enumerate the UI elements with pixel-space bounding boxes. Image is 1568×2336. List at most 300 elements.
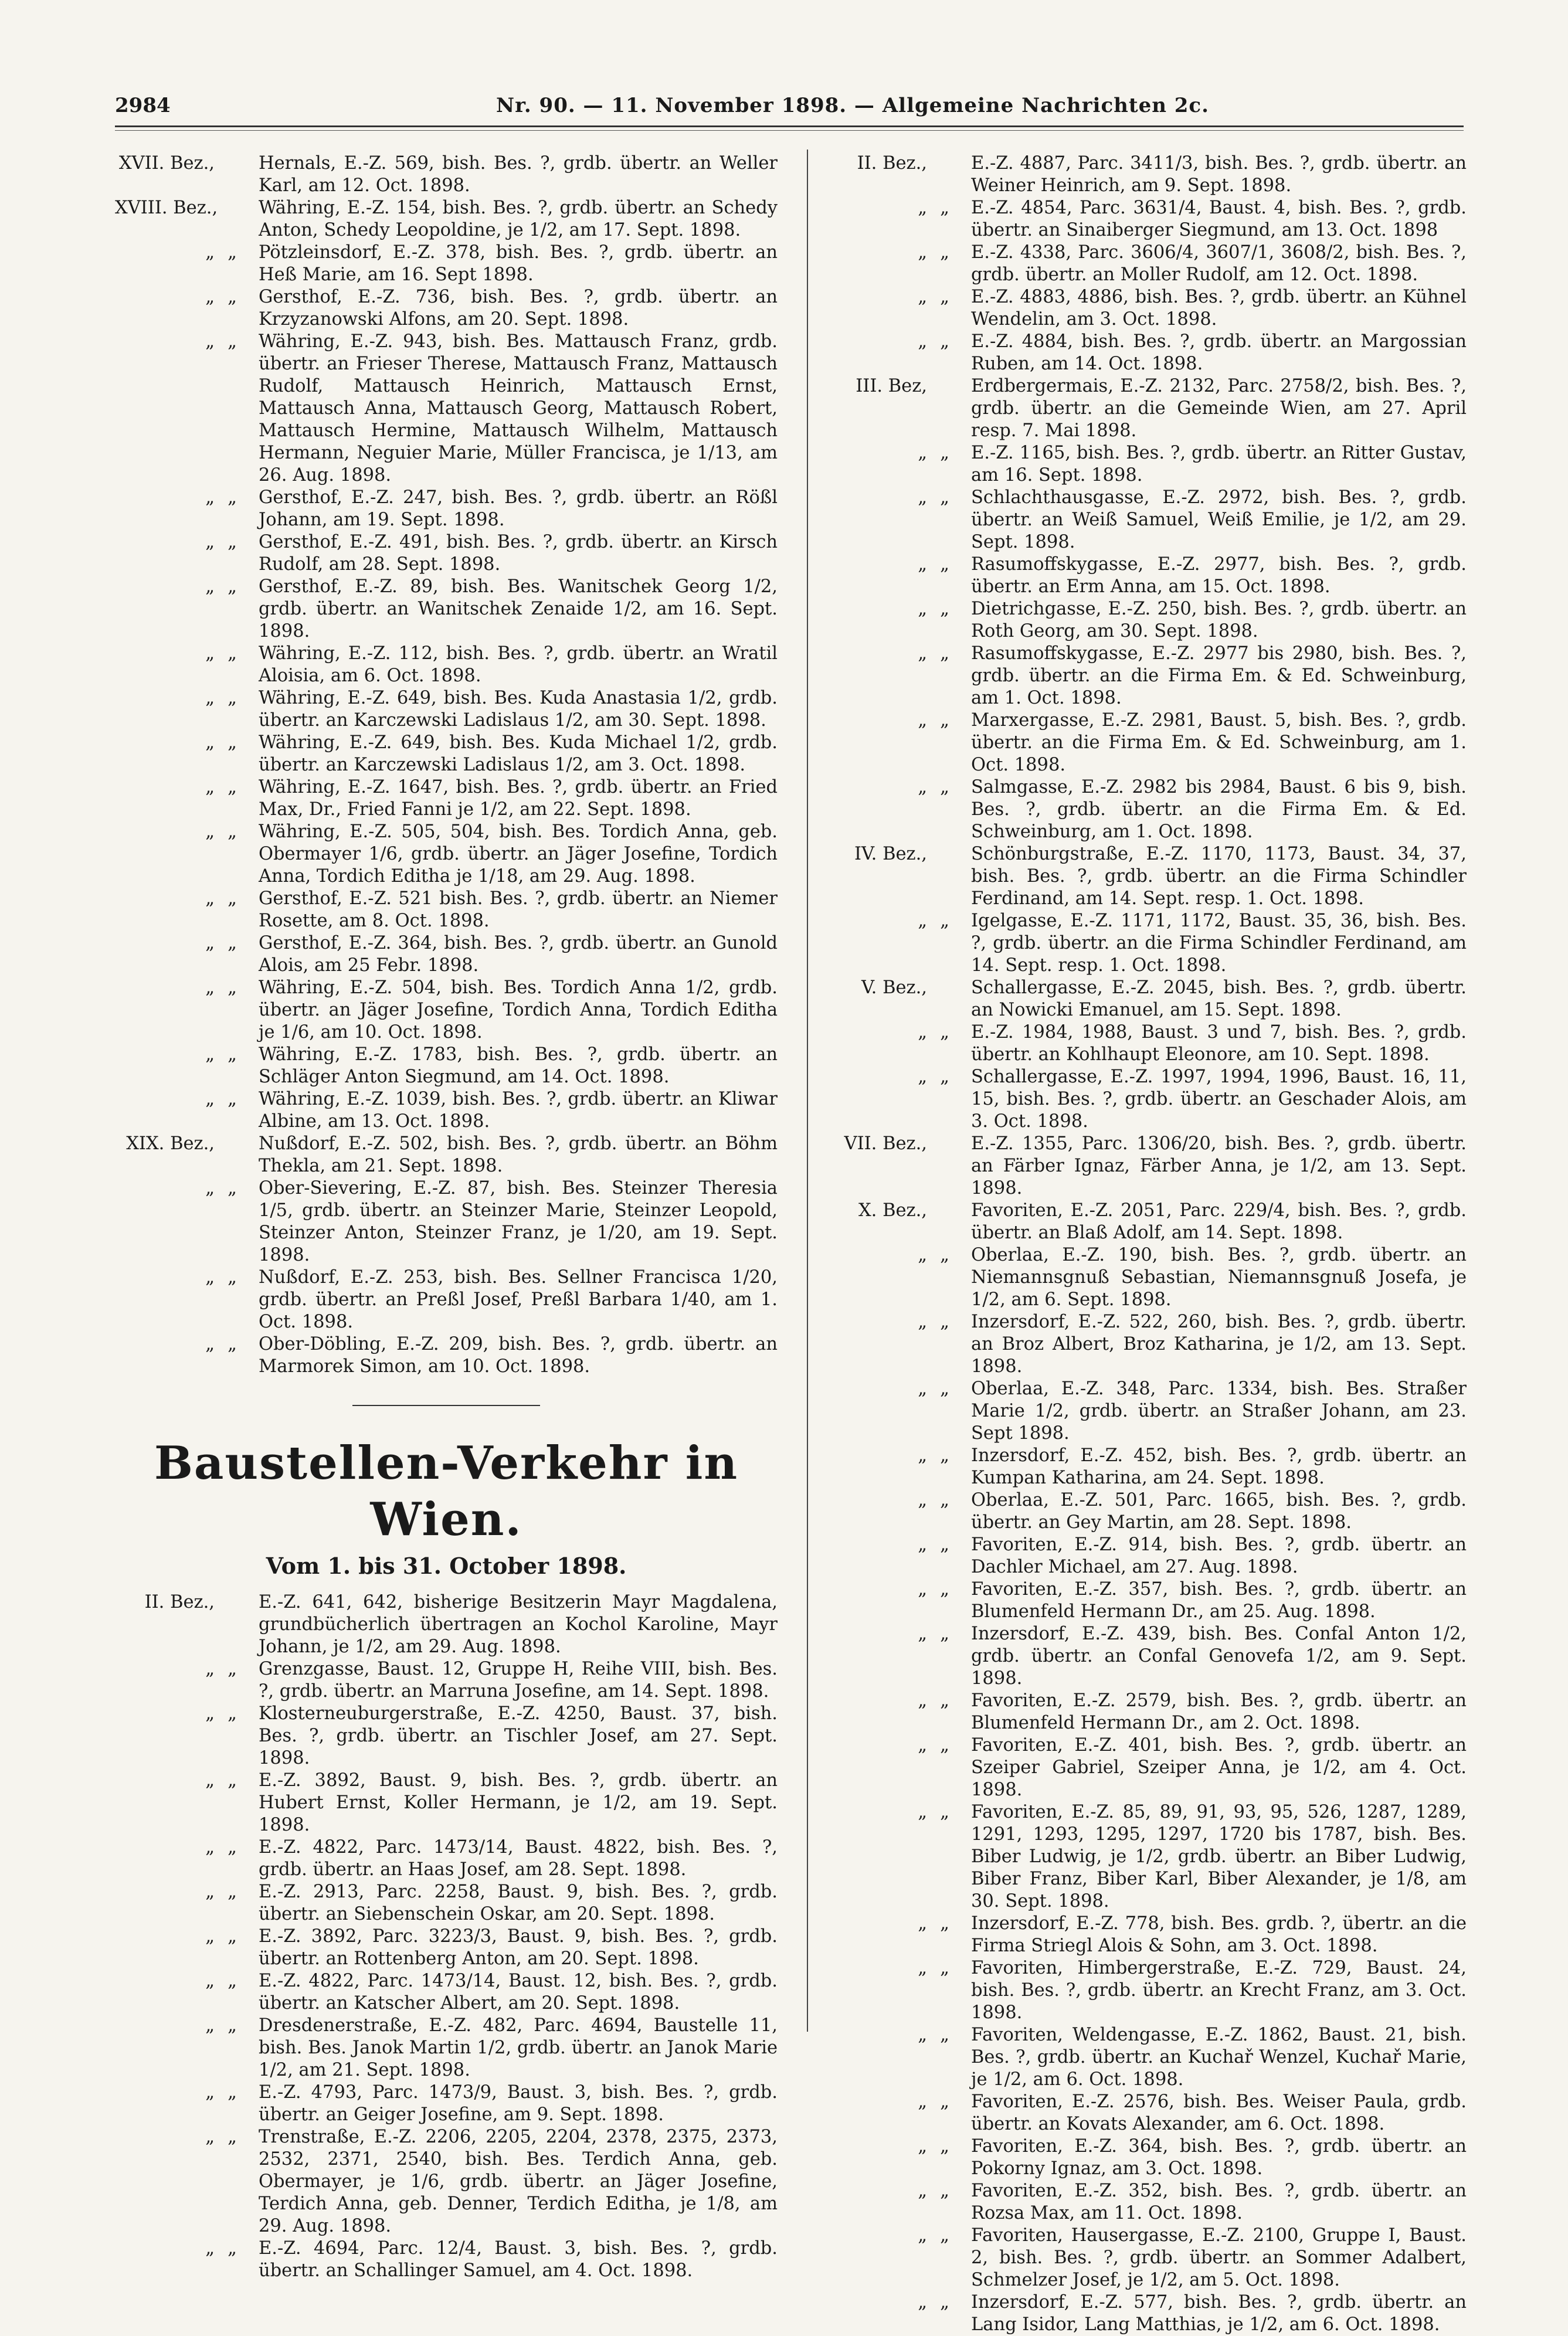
district-label: XVIII. Bez., — [115, 198, 218, 218]
entry-text: Währing, E.-Z. 943, bish. Bes. Mattausch Franz, grdb. übertr. an Frieser Therese, Mattausch Franz, Mattausch Rudolf, Mattausch Heinrich, Mattausch Ernst, Mattausch Anna, Mattausch Georg, Mattausch Robert, Mattausch Hermine, Mattausch Wilhelm, Mattausch Hermann, Neguier Marie, Müller Francisca, je 1/13, am 26. Aug. 1898. — [259, 331, 778, 485]
register-entry — [827, 598, 1467, 643]
entry-text: Schallergasse, E.-Z. 2045, bish. Bes. ?, grdb. übertr. an Nowicki Emanuel, am 15. Sept. 1898. — [971, 977, 1467, 1020]
entry-district — [115, 152, 259, 197]
entry-district — [827, 2291, 971, 2336]
section-title: Baustellen-Verkehr in Wien. — [154, 1437, 739, 1546]
entry-text: Gersthof, E.-Z. 521 bish. Bes. ?, grdb. übertr. an Niemer Rosette, am 8. Oct. 1898. — [259, 888, 778, 931]
entry-text: Dietrichgasse, E.-Z. 250, bish. Bes. ?, grdb. übertr. an Roth Georg, am 30. Sept. 1898. — [971, 599, 1467, 641]
entry-district — [827, 776, 971, 843]
running-title: Nr. 90. — 11. November 1898. — Allgemeine Nachrichten 2c. — [496, 94, 1209, 117]
district-label: „ — [205, 1089, 215, 1109]
repeat-mark: „ — [940, 242, 949, 263]
district-label: „ — [918, 643, 927, 664]
district-label: „ — [918, 1735, 927, 1756]
entry-district — [115, 576, 259, 643]
repeat-mark: „ — [228, 1044, 237, 1065]
entry-text: Nußdorf, E.-Z. 253, bish. Bes. Sellner Francisca 1/20, grdb. übertr. an Preßl Josef, Preßl Barbara 1/40, am 1. Oct. 1898. — [259, 1267, 778, 1332]
register-entry — [115, 1591, 778, 1658]
entry-text: Favoriten, E.-Z. 401, bish. Bes. ?, grdb. übertr. an Szeiper Gabriel, Szeiper Anna, je 1/2, am 4. Oct. 1898. — [971, 1735, 1467, 1800]
entry-text: E.-Z. 4822, Parc. 1473/14, Baust. 4822, bish. Bes. ?, grdb. übertr. an Haas Josef, am 28. Sept. 1898. — [259, 1837, 778, 1880]
entry-district — [115, 1133, 259, 1177]
district-label: „ — [205, 1044, 215, 1065]
repeat-mark: „ — [228, 933, 237, 953]
district-label: „ — [918, 2091, 927, 2112]
district-label: „ — [918, 287, 927, 307]
entry-text: Dresdenerstraße, E.-Z. 482, Parc. 4694, Baustelle 11, bish. Bes. Janok Martin 1/2, grdb. übertr. an Janok Marie 1/2, am 21. Sept. 1898. — [259, 2015, 778, 2080]
district-label: „ — [205, 732, 215, 753]
register-entry — [115, 1044, 778, 1088]
entry-district — [827, 375, 971, 442]
repeat-mark: „ — [940, 1490, 949, 1510]
entry-text: Pötzleinsdorf, E.-Z. 378, bish. Bes. ?, grdb. übertr. an Heß Marie, am 16. Sept 1898. — [259, 242, 778, 285]
entry-text: E.-Z. 4883, 4886, bish. Bes. ?, grdb. übertr. an Kühnel Wendelin, am 3. Oct. 1898. — [971, 287, 1467, 330]
entry-text: Inzersdorf, E.-Z. 439, bish. Bes. Confal Anton 1/2, grdb. übertr. an Confal Genovefa 1/2, am 9. Sept. 1898. — [971, 1624, 1467, 1689]
district-label: „ — [918, 1579, 927, 1600]
register-entry — [115, 2015, 778, 2082]
newspaper-page — [115, 76, 1467, 2335]
header-rule — [115, 125, 1464, 127]
register-entry — [115, 776, 778, 821]
repeat-mark: „ — [228, 643, 237, 664]
entry-district — [115, 732, 259, 776]
district-label: „ — [918, 242, 927, 263]
entry-text: Favoriten, Weldengasse, E.-Z. 1862, Baust. 21, bish. Bes. ?, grdb. übertr. an Kuchař Wenzel, Kuchař Marie, je 1/2, am 6. Oct. 1898. — [971, 2025, 1467, 2090]
entry-district — [827, 1957, 971, 2024]
entry-text: Igelgasse, E.-Z. 1171, 1172, Baust. 35, 36, bish. Bes. ?, grdb. übertr. an die Firma Schindler Ferdinand, am 14. Sept. resp. 1. Oct. 1898. — [971, 911, 1467, 976]
district-label: „ — [205, 2127, 215, 2147]
entry-district — [827, 1913, 971, 1957]
entry-district — [827, 2024, 971, 2091]
entry-text: Erdbergermais, E.-Z. 2132, Parc. 2758/2, bish. Bes. ?, grdb. übertr. an die Gemeinde Wien, am 27. April resp. 7. Mai 1898. — [971, 376, 1467, 441]
entry-text: Oberlaa, E.-Z. 190, bish. Bes. ?, grdb. übertr. an Niemannsgnuß Sebastian, Niemannsgnuß Josefa, je 1/2, am 6. Sept. 1898. — [971, 1245, 1467, 1310]
entry-district — [115, 1926, 259, 1970]
entry-district — [827, 197, 971, 242]
entry-district — [827, 331, 971, 375]
register-entry — [115, 1770, 778, 1836]
entry-district — [827, 1378, 971, 1445]
repeat-mark: „ — [940, 2292, 949, 2313]
entry-text: Schallergasse, E.-Z. 1997, 1994, 1996, Baust. 16, 11, 15, bish. Bes. ?, grdb. übertr. an Geschader Alois, am 3. Oct. 1898. — [971, 1067, 1467, 1132]
district-label: „ — [205, 2015, 215, 2036]
repeat-mark: „ — [940, 643, 949, 664]
register-entry — [827, 1578, 1467, 1623]
district-label: „ — [918, 1022, 927, 1043]
register-entry — [115, 286, 778, 331]
entry-text: Favoriten, E.-Z. 85, 89, 91, 93, 95, 526, 1287, 1289, 1291, 1293, 1295, 1297, 1720 bis 1787, bish. Bes. Biber Ludwig, je 1/2, grdb. übertr. an Biber Ludwig, Biber Franz, Biber Karl, Biber Alexander, je 1/8, am 30. Sept. 1898. — [971, 1802, 1467, 1911]
entry-district — [115, 888, 259, 932]
register-entry — [115, 977, 778, 1044]
register-entry — [827, 1066, 1467, 1133]
district-label: „ — [918, 443, 927, 463]
repeat-mark: „ — [940, 1067, 949, 1087]
repeat-mark: „ — [228, 2127, 237, 2147]
repeat-mark: „ — [940, 2025, 949, 2045]
entry-district — [115, 1881, 259, 1926]
entry-district — [827, 1244, 971, 1311]
repeat-mark: „ — [228, 1837, 237, 1858]
repeat-mark: „ — [228, 821, 237, 842]
entry-district — [827, 2180, 971, 2225]
repeat-mark: „ — [228, 977, 237, 998]
entry-text: Währing, E.-Z. 1647, bish. Bes. ?, grdb. übertr. an Fried Max, Dr., Fried Fanni je 1/2, am 22. Sept. 1898. — [259, 777, 778, 820]
entry-text: E.-Z. 4338, Parc. 3606/4, 3607/1, 3608/2, bish. Bes. ?, grdb. übertr. an Moller Rudolf, am 12. Oct. 1898. — [971, 242, 1467, 285]
register-entry — [115, 732, 778, 776]
repeat-mark: „ — [228, 1882, 237, 1902]
entry-text: E.-Z. 4793, Parc. 1473/9, Baust. 3, bish. Bes. ?, grdb. übertr. an Geiger Josefine, am 9. Sept. 1898. — [259, 2082, 778, 2125]
entry-text: Favoriten, E.-Z. 364, bish. Bes. ?, grdb. übertr. an Pokorny Ignaz, am 3. Oct. 1898. — [971, 2136, 1467, 2179]
repeat-mark: „ — [228, 1089, 237, 1109]
entry-text: Grenzgasse, Baust. 12, Gruppe H, Reihe VIII, bish. Bes. ?, grdb. übertr. an Marruna Josefine, am 14. Sept. 1898. — [259, 1659, 778, 1702]
register-entry — [827, 1378, 1467, 1445]
district-label: „ — [205, 1837, 215, 1858]
entry-text: Ober-Döbling, E.-Z. 209, bish. Bes. ?, grdb. übertr. an Marmorek Simon, am 10. Oct. 1898. — [259, 1334, 778, 1377]
repeat-mark: „ — [228, 1703, 237, 1724]
entry-text: E.-Z. 1984, 1988, Baust. 3 und 7, bish. Bes. ?, grdb. übertr. an Kohlhaupt Eleonore, am 10. Sept. 1898. — [971, 1022, 1467, 1065]
repeat-mark: „ — [228, 331, 237, 352]
entry-district — [115, 1703, 259, 1770]
entry-district — [115, 1658, 259, 1703]
repeat-mark: „ — [940, 1958, 949, 1978]
district-label: II. Bez., — [144, 1592, 215, 1612]
entry-district — [115, 286, 259, 331]
entry-district — [827, 598, 971, 643]
entry-text: Hernals, E.-Z. 569, bish. Bes. ?, grdb. übertr. an Weller Karl, am 12. Oct. 1898. — [259, 153, 778, 196]
entry-text: Oberlaa, E.-Z. 348, Parc. 1334, bish. Bes. Straßer Marie 1/2, grdb. übertr. an Straßer Johann, am 23. Sept 1898. — [971, 1378, 1467, 1444]
entry-district — [827, 152, 971, 197]
entry-text: E.-Z. 1165, bish. Bes. ?, grdb. übertr. an Ritter Gustav, am 16. Sept. 1898. — [971, 443, 1467, 485]
register-entry — [115, 1177, 778, 1267]
register-entry — [827, 843, 1467, 910]
repeat-mark: „ — [228, 532, 237, 552]
entry-district — [827, 1690, 971, 1734]
entry-district — [115, 977, 259, 1044]
entry-text: E.-Z. 2913, Parc. 2258, Baust. 9, bish. Bes. ?, grdb. übertr. an Siebenschein Oskar, am 20. Sept. 1898. — [259, 1882, 778, 1924]
register-entry — [827, 1311, 1467, 1378]
entry-text: Währing, E.-Z. 505, 504, bish. Bes. Tordich Anna, geb. Obermayer 1/6, grdb. übertr. an Jäger Josefine, Tordich Anna, Tordich Editha je 1/18, am 29. Aug. 1898. — [259, 821, 778, 887]
entry-district — [827, 1311, 971, 1378]
entry-text: Währing, E.-Z. 1039, bish. Bes. ?, grdb. übertr. an Kliwar Albine, am 13. Oct. 1898. — [259, 1089, 778, 1132]
register-entry — [115, 576, 778, 643]
register-entry — [115, 1926, 778, 1970]
register-entry — [827, 1489, 1467, 1534]
entry-text: Ober-Sievering, E.-Z. 87, bish. Bes. Steinzer Theresia 1/5, grdb. übertr. an Steinzer Marie, Steinzer Leopold, Steinzer Anton, Steinzer Franz, je 1/20, am 19. Sept. 1898. — [259, 1178, 778, 1265]
register-entry — [827, 1957, 1467, 2024]
register-entry — [827, 2091, 1467, 2135]
register-entry — [827, 375, 1467, 442]
entry-district — [115, 1970, 259, 2015]
district-label: „ — [205, 1926, 215, 1947]
entry-district — [115, 1770, 259, 1836]
entry-district — [827, 1066, 971, 1133]
repeat-mark: „ — [940, 1579, 949, 1600]
repeat-mark: „ — [940, 1802, 949, 1822]
section-entry-list — [115, 1591, 778, 2282]
entry-text: Inzersdorf, E.-Z. 452, bish. Bes. ?, grdb. übertr. an Kumpan Katharina, am 24. Sept. 1898. — [971, 1445, 1467, 1488]
right-entry-list — [827, 152, 1467, 2336]
entry-text: Inzersdorf, E.-Z. 778, bish. Bes. grdb. ?, übertr. an die Firma Striegl Alois & Sohn, am 3. Oct. 1898. — [971, 1913, 1467, 1956]
section-separator — [352, 1405, 540, 1406]
entry-text: Nußdorf, E.-Z. 502, bish. Bes. ?, grdb. übertr. an Böhm Thekla, am 21. Sept. 1898. — [259, 1133, 778, 1176]
repeat-mark: „ — [228, 1926, 237, 1947]
entry-text: Währing, E.-Z. 1783, bish. Bes. ?, grdb. übertr. an Schläger Anton Siegmund, am 14. Oct. 1898. — [259, 1044, 778, 1087]
repeat-mark: „ — [940, 331, 949, 352]
entry-district — [827, 554, 971, 598]
repeat-mark: „ — [940, 1022, 949, 1043]
entry-district — [115, 687, 259, 732]
entry-text: Salmgasse, E.-Z. 2982 bis 2984, Baust. 6 bis 9, bish. Bes. ?, grdb. übertr. an die Firma Em. & Ed. Schweinburg, am 1. Oct. 1898. — [971, 777, 1467, 842]
district-label: „ — [918, 2292, 927, 2313]
district-label: X. Bez., — [858, 1200, 927, 1221]
district-label: „ — [918, 2181, 927, 2201]
entry-district — [827, 2091, 971, 2135]
entry-text: Währing, E.-Z. 504, bish. Bes. Tordich Anna 1/2, grdb. übertr. an Jäger Josefine, Tordich Anna, Tordich Editha je 1/6, am 10. Oct. 1898. — [259, 977, 778, 1043]
entry-text: E.-Z. 4854, Parc. 3631/4, Baust. 4, bish. Bes. ?, grdb. übertr. an Sinaiberger Siegmund, am 13. Oct. 1898 — [971, 198, 1467, 240]
register-entry — [115, 331, 778, 487]
repeat-mark: „ — [940, 1690, 949, 1711]
register-entry — [115, 2082, 778, 2126]
entry-district — [115, 1044, 259, 1088]
entry-text: Gersthof, E.-Z. 491, bish. Bes. ?, grdb. übertr. an Kirsch Rudolf, am 28. Sept. 1898. — [259, 532, 778, 575]
district-label: IV. Bez., — [854, 844, 927, 864]
district-label: „ — [205, 1267, 215, 1288]
repeat-mark: „ — [228, 1659, 237, 1679]
register-entry — [827, 1534, 1467, 1578]
register-entry — [827, 643, 1467, 709]
entry-text: Währing, E.-Z. 154, bish. Bes. ?, grdb. übertr. an Schedy Anton, Schedy Leopoldine, je 1/2, am 17. Sept. 1898. — [259, 198, 778, 240]
repeat-mark: „ — [940, 1624, 949, 1644]
repeat-mark: „ — [228, 242, 237, 263]
entry-text: E.-Z. 4887, Parc. 3411/3, bish. Bes. ?, grdb. übertr. an Weiner Heinrich, am 9. Sept. 1898. — [971, 153, 1467, 196]
district-label: „ — [918, 911, 927, 931]
district-label: „ — [918, 1490, 927, 1510]
register-entry — [115, 487, 778, 531]
district-label: „ — [918, 1245, 927, 1265]
district-label: „ — [918, 1445, 927, 1466]
header-rule-thin — [115, 130, 1464, 131]
entry-district — [827, 286, 971, 331]
entry-district — [115, 1267, 259, 1333]
entry-district — [827, 910, 971, 977]
entry-district — [827, 643, 971, 709]
district-label: „ — [205, 576, 215, 597]
repeat-mark: „ — [228, 2082, 237, 2103]
entry-text: Favoriten, E.-Z. 352, bish. Bes. ?, grdb. übertr. an Rozsa Max, am 11. Oct. 1898. — [971, 2181, 1467, 2223]
district-label: „ — [918, 599, 927, 619]
entry-text: E.-Z. 1355, Parc. 1306/20, bish. Bes. ?, grdb. übertr. an Färber Ignaz, Färber Anna, je 1/2, am 13. Sept. 1898. — [971, 1133, 1467, 1198]
entry-district — [115, 1088, 259, 1133]
entry-text: Favoriten, Hausergasse, E.-Z. 2100, Gruppe I, Baust. 2, bish. Bes. ?, grdb. übertr. an Sommer Adalbert, Schmelzer Josef, je 1/2, am 5. Oct. 1898. — [971, 2225, 1467, 2290]
repeat-mark: „ — [940, 2181, 949, 2201]
entry-text: Gersthof, E.-Z. 247, bish. Bes. ?, grdb. übertr. an Rößl Johann, am 19. Sept. 1898. — [259, 487, 778, 530]
entry-district — [827, 1578, 971, 1623]
register-entry — [827, 1133, 1467, 1200]
entry-text: Marxergasse, E.-Z. 2981, Baust. 5, bish. Bes. ?, grdb. übertr. an die Firma Em. & Ed. Schweinburg, am 1. Oct. 1898. — [971, 710, 1467, 775]
register-entry — [115, 1088, 778, 1133]
entry-district — [115, 2126, 259, 2237]
right-column — [827, 152, 1467, 2336]
repeat-mark: „ — [228, 2015, 237, 2036]
register-entry — [115, 1267, 778, 1333]
entry-district — [827, 1734, 971, 1801]
entry-district — [827, 1133, 971, 1200]
district-label: V. Bez., — [861, 977, 927, 998]
register-entry — [827, 1801, 1467, 1913]
register-entry — [115, 1836, 778, 1881]
entry-district — [115, 932, 259, 977]
district-label: „ — [918, 1378, 927, 1399]
repeat-mark: „ — [940, 1245, 949, 1265]
entry-text: Schönburgstraße, E.-Z. 1170, 1173, Baust. 34, 37, bish. Bes. ?, grdb. übertr. an die Firma Schindler Ferdinand, am 14. Sept. resp. 1. Oct. 1898. — [971, 844, 1467, 909]
entry-text: E.-Z. 3892, Parc. 3223/3, Baust. 9, bish. Bes. ?, grdb. übertr. an Rottenberg Anton, am 20. Sept. 1898. — [259, 1926, 778, 1969]
repeat-mark: „ — [940, 2136, 949, 2157]
entry-text: Währing, E.-Z. 649, bish. Bes. Kuda Michael 1/2, grdb. übertr. an Karczewski Ladislaus 1/2, am 3. Oct. 1898. — [259, 732, 778, 775]
entry-text: Währing, E.-Z. 649, bish. Bes. Kuda Anastasia 1/2, grdb. übertr. an Karczewski Ladislaus 1/2, am 30. Sept. 1898. — [259, 688, 778, 731]
district-label: „ — [918, 1690, 927, 1711]
left-column — [115, 152, 778, 2282]
entry-text: E.-Z. 641, 642, bisherige Besitzerin Mayr Magdalena, grundbücherlich übertragen an Kochol Karoline, Mayr Johann, je 1/2, am 29. Aug. 1898. — [259, 1592, 778, 1657]
entry-text: Gersthof, E.-Z. 364, bish. Bes. ?, grdb. übertr. an Gunold Alois, am 25 Febr. 1898. — [259, 933, 778, 976]
repeat-mark: „ — [228, 1334, 237, 1354]
register-entry — [115, 242, 778, 286]
district-label: „ — [918, 1624, 927, 1644]
register-entry — [827, 1244, 1467, 1311]
district-label: „ — [205, 777, 215, 797]
register-entry — [115, 1881, 778, 1926]
entry-district — [827, 242, 971, 286]
register-entry — [115, 152, 778, 197]
entry-district — [827, 1445, 971, 1489]
entry-text: Favoriten, Himbergerstraße, E.-Z. 729, Baust. 24, bish. Bes. ?, grdb. übertr. an Krecht Franz, am 3. Oct. 1898. — [971, 1958, 1467, 2023]
entry-district — [115, 197, 259, 242]
district-label: „ — [918, 777, 927, 797]
entry-district — [827, 977, 971, 1021]
entry-text: Inzersdorf, E.-Z. 522, 260, bish. Bes. ?, grdb. übertr. an Broz Albert, Broz Katharina, je 1/2, am 13. Sept. 1898. — [971, 1312, 1467, 1377]
district-label: „ — [205, 1334, 215, 1354]
entry-text: Favoriten, E.-Z. 357, bish. Bes. ?, grdb. übertr. an Blumenfeld Hermann Dr., am 25. Aug. 1898. — [971, 1579, 1467, 1622]
entry-text: Favoriten, E.-Z. 914, bish. Bes. ?, grdb. übertr. an Dachler Michael, am 27. Aug. 1898. — [971, 1534, 1467, 1577]
repeat-mark: „ — [940, 487, 949, 508]
register-entry — [827, 1021, 1467, 1066]
repeat-mark: „ — [228, 1770, 237, 1791]
district-label: „ — [918, 331, 927, 352]
entry-text: Rasumoffskygasse, E.-Z. 2977 bis 2980, bish. Bes. ?, grdb. übertr. an die Firma Em. & Ed. Schweinburg, am 1. Oct. 1898. — [971, 643, 1467, 708]
entry-text: Klosterneuburgerstraße, E.-Z. 4250, Baust. 37, bish. Bes. ?, grdb. übertr. an Tischler Josef, am 27. Sept. 1898. — [259, 1703, 778, 1768]
entry-district — [115, 2015, 259, 2082]
register-entry — [827, 977, 1467, 1021]
register-entry — [827, 2225, 1467, 2291]
register-entry — [827, 776, 1467, 843]
repeat-mark: „ — [940, 2091, 949, 2112]
register-entry — [115, 643, 778, 687]
district-label: „ — [205, 643, 215, 664]
district-label: „ — [205, 242, 215, 263]
entry-text: Inzersdorf, E.-Z. 577, bish. Bes. ?, grdb. übertr. an Lang Isidor, Lang Matthias, je 1/2, am 6. Oct. 1898. — [971, 2292, 1467, 2335]
register-entry — [115, 2237, 778, 2282]
register-entry — [827, 286, 1467, 331]
entry-district — [827, 709, 971, 776]
district-label: „ — [918, 198, 927, 218]
entry-district — [827, 442, 971, 487]
register-entry — [115, 197, 778, 242]
entry-district — [115, 242, 259, 286]
register-entry — [115, 1333, 778, 1378]
register-entry — [115, 1703, 778, 1770]
repeat-mark: „ — [228, 688, 237, 708]
repeat-mark: „ — [940, 710, 949, 731]
page-number: 2984 — [115, 94, 171, 117]
entry-text: Trenstraße, E.-Z. 2206, 2205, 2204, 2378, 2375, 2373, 2532, 2371, 2540, bish. Bes. Terdich Anna, geb. Obermayer, je 1/6, grdb. übertr. an Jäger Josefine, Terdich Anna, geb. Denner, Terdich Editha, je 1/8, am 29. Aug. 1898. — [259, 2127, 778, 2236]
register-entry — [827, 2135, 1467, 2180]
entry-text: Favoriten, E.-Z. 2051, Parc. 229/4, bish. Bes. ?, grdb. übertr. an Blaß Adolf, am 14. Sept. 1898. — [971, 1200, 1467, 1243]
repeat-mark: „ — [228, 576, 237, 597]
entry-text: E.-Z. 4694, Parc. 12/4, Baust. 3, bish. Bes. ?, grdb. übertr. an Schallinger Samuel, am 4. Oct. 1898. — [259, 2238, 778, 2281]
repeat-mark: „ — [228, 888, 237, 909]
page-header — [115, 88, 1464, 129]
repeat-mark: „ — [228, 1178, 237, 1198]
district-label: „ — [205, 287, 215, 307]
entry-district — [115, 821, 259, 888]
repeat-mark: „ — [940, 1735, 949, 1756]
district-label: XIX. Bez., — [126, 1133, 215, 1154]
district-label: „ — [205, 977, 215, 998]
repeat-mark: „ — [940, 1534, 949, 1555]
register-entry — [827, 1734, 1467, 1801]
district-label: „ — [205, 487, 215, 508]
district-label: „ — [918, 2025, 927, 2045]
entry-district — [827, 1623, 971, 1690]
entry-district — [827, 843, 971, 910]
repeat-mark: „ — [940, 599, 949, 619]
column-divider — [807, 150, 808, 2032]
repeat-mark: „ — [940, 2225, 949, 2246]
district-label: „ — [205, 1178, 215, 1198]
district-label: „ — [205, 532, 215, 552]
repeat-mark: „ — [940, 777, 949, 797]
register-entry — [827, 487, 1467, 554]
register-entry — [115, 1133, 778, 1177]
district-label: „ — [918, 710, 927, 731]
repeat-mark: „ — [940, 1913, 949, 1934]
repeat-mark: „ — [940, 911, 949, 931]
entry-text: E.-Z. 3892, Baust. 9, bish. Bes. ?, grdb. übertr. an Hubert Ernst, Koller Hermann, je 1/2, am 19. Sept. 1898. — [259, 1770, 778, 1835]
register-entry — [827, 442, 1467, 487]
repeat-mark: „ — [940, 443, 949, 463]
entry-district — [115, 2082, 259, 2126]
register-entry — [827, 152, 1467, 197]
entry-district — [115, 2237, 259, 2282]
repeat-mark: „ — [940, 287, 949, 307]
district-label: „ — [205, 1770, 215, 1791]
district-label: „ — [918, 1534, 927, 1555]
district-label: „ — [205, 1659, 215, 1679]
district-label: „ — [205, 1703, 215, 1724]
entry-district — [115, 643, 259, 687]
section-subtitle: Vom 1. bis 31. October 1898. — [266, 1553, 627, 1579]
register-entry — [115, 821, 778, 888]
entry-district — [115, 776, 259, 821]
district-label: „ — [918, 2136, 927, 2157]
register-entry — [827, 554, 1467, 598]
entry-district — [827, 1801, 971, 1913]
register-entry — [827, 2291, 1467, 2336]
entry-district — [827, 1200, 971, 1244]
repeat-mark: „ — [228, 487, 237, 508]
district-label: VII. Bez., — [844, 1133, 927, 1154]
entry-district — [115, 1591, 259, 1658]
register-entry — [827, 197, 1467, 242]
repeat-mark: „ — [940, 1445, 949, 1466]
entry-text: E.-Z. 4822, Parc. 1473/14, Baust. 12, bish. Bes. ?, grdb. übertr. an Katscher Albert, am 20. Sept. 1898. — [259, 1971, 778, 2014]
